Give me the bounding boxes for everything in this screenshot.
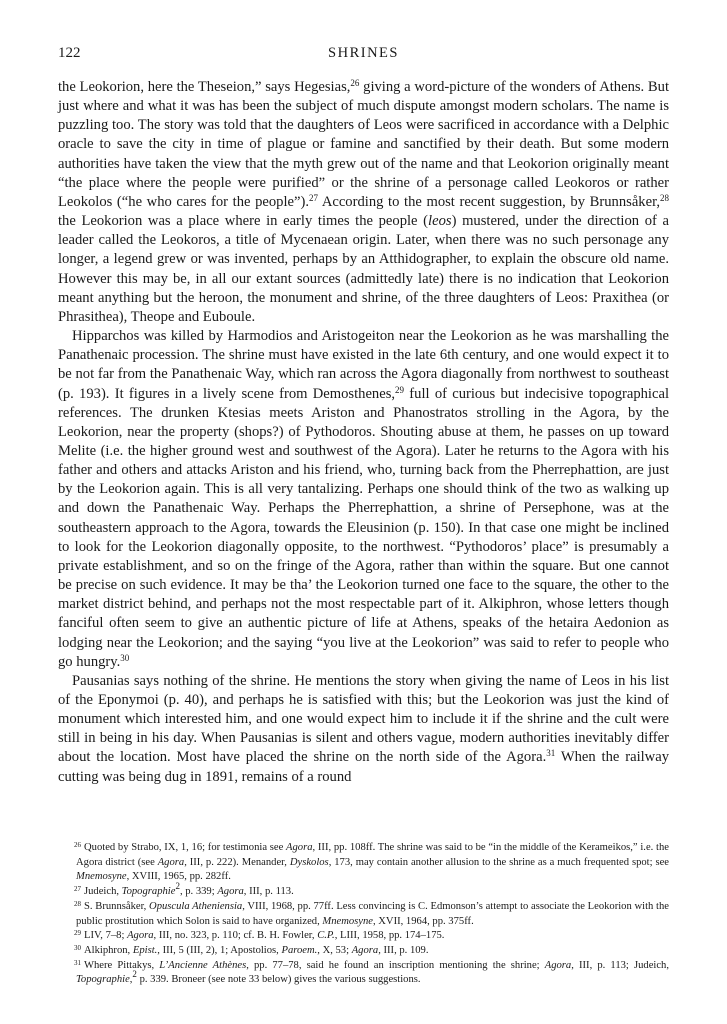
italic-title: leos	[428, 213, 452, 230]
page-header	[58, 45, 669, 65]
italic-title: Agora	[127, 930, 154, 942]
text-run: , III, 5 (III, 2), 1; Apostolios,	[157, 944, 282, 956]
text-run: , 173, may contain another allusion to the shrine as a much frequented spot; see	[328, 856, 669, 868]
paragraph	[58, 327, 669, 672]
text-run: , III, p. 113.	[243, 886, 294, 898]
footnote	[58, 929, 669, 944]
footnote-number: 27	[74, 885, 81, 894]
text-run: Where Pittakys,	[84, 959, 160, 971]
footnote	[58, 881, 669, 900]
footnote-number: 26	[74, 841, 81, 849]
text-run: When the railway cutting was being dug in 1891, remains of a round	[58, 749, 669, 785]
running-head: SHRINES	[328, 45, 399, 61]
italic-title: Mnemosyne	[76, 871, 127, 883]
italic-title: L’Ancienne Athènes	[159, 959, 247, 971]
footnote-reference: 2	[132, 969, 137, 980]
text-run: ,	[129, 974, 133, 986]
footnotes	[58, 841, 669, 988]
text-run: , III, p. 113; Judeich,	[571, 959, 669, 971]
footnote-number: 29	[74, 929, 81, 938]
text-run: S. Brunnsåker,	[84, 900, 150, 912]
text-run: Pausanias says nothing of the shrine. He mentions the story when giving the name of Leos in his list of the Eponymoi (p. 40), and perhaps he is satisfied with this; but the Leokorion was just the kind of monument which interested him, and one would expect him to include it if the shrine and the cult were still in being in his day. When Pausanias is silent and others vague, modern authorities inevitably differ about the location. Most have placed the shrine on the north side of the Agora.	[58, 672, 669, 766]
paragraph	[58, 672, 669, 787]
italic-title: Epist.	[132, 944, 158, 956]
italic-title: Dyskolos	[289, 856, 329, 868]
italic-title: Agora	[286, 842, 313, 853]
italic-title: Topographie	[121, 886, 176, 898]
footnote-reference: 28	[660, 192, 669, 203]
body-text	[58, 78, 669, 787]
italic-title: Topographie	[76, 974, 130, 986]
text-run: the Leokorion, here the Theseion,” says Hegesias,	[58, 79, 351, 95]
text-run: , p. 339;	[179, 886, 218, 898]
text-run: p. 339. Broneer (see note 33 below) gives the various suggestions.	[136, 974, 421, 986]
text-run: , X, 53;	[317, 944, 352, 956]
text-run: , pp. 77–78, said he found an inscription mentioning the shrine;	[246, 959, 545, 971]
footnote	[58, 959, 669, 988]
text-run: , III, pp. 108ff. The shrine was said to be “in the middle of the Kerameikos,” i.e. the Agora district (see	[76, 842, 669, 868]
footnote-reference: 31	[546, 748, 556, 759]
footnote-number: 31	[74, 958, 81, 967]
italic-title: Agora	[157, 856, 185, 868]
footnote-number: 30	[74, 943, 81, 952]
italic-title: C.P.	[317, 930, 335, 942]
text-run: ) mustered, under the direction of a leader called the Leokoros, a title of Mycenaean origin. Later, when there was no such personage any longer, a legend grew or was invented, perhaps by an Atthidographer, to explain the obscure old name. However this may be, in all our extant sources (admittedly late) there is no indication that Leokorion meant anything but the heroon, the monument and shrine, of the three daughters of Leos: Praxithea (or Phrasithea), Theope and Euboule.	[58, 213, 669, 325]
paragraph	[58, 78, 669, 327]
text-run: , XVIII, 1965, pp. 282ff.	[126, 871, 231, 883]
text-run: , LIII, 1958, pp. 174–175.	[334, 930, 445, 942]
text-run: , III, p. 222). Menander,	[184, 856, 290, 868]
page-number: 122	[58, 45, 81, 61]
footnote	[58, 841, 669, 885]
footnote-number: 28	[74, 899, 81, 908]
italic-title: Opuscula Atheniensia	[149, 900, 243, 912]
footnote-reference: 27	[309, 192, 318, 203]
footnote-reference: 26	[350, 78, 360, 88]
text-run: , III, p. 109.	[378, 944, 429, 956]
italic-title: Agora	[351, 944, 379, 956]
text-run: Quoted by Strabo, IX, 1, 16; for testimonia see	[84, 842, 287, 853]
footnote	[58, 900, 669, 929]
footnote-reference: 2	[175, 881, 180, 892]
text-run: the Leokorion was a place where in early times the people (	[58, 213, 429, 230]
text-run: According to the most recent suggestion, by Brunnsåker,	[318, 193, 660, 210]
footnote-reference: 29	[395, 384, 405, 395]
italic-title: Mnemosyne	[322, 915, 373, 927]
text-run: giving a word-picture of the wonders of Athens. But just where and what it was has been the subject of much dispute amongst modern scholars. The name is puzzling too. The story was told that the daughters of Leos were sacrificed in accordance with a Delphic oracle to save the city in time of plague or famine and sanctified by their death. But some modern authorities have taken the view that the myth grew out of the name and that Leokorion originally meant “the place where the people were purified” or the shrine of a personage called Leokoros or rather Leokolos (“he who cares for the people”).	[58, 79, 670, 210]
footnote	[58, 944, 669, 959]
italic-title: Agora	[544, 959, 572, 971]
text-run: LIV, 7–8;	[84, 930, 128, 942]
footnote-reference: 30	[120, 652, 130, 663]
text-run: , III, no. 323, p. 110; cf. B. H. Fowler,	[153, 930, 318, 942]
text-run: Judeich,	[84, 886, 122, 898]
italic-title: Paroem.	[281, 944, 318, 956]
text-run: , VIII, 1968, pp. 77ff. Less convincing is C. Edmonson’s attempt to associate the Leokorion with the public prostitution which Solon is said to have organized,	[76, 900, 669, 927]
italic-title: Agora	[217, 886, 244, 898]
text-run: Alkiphron,	[84, 944, 133, 956]
text-run: full of curious but indecisive topographical references. The drunken Ktesias meets Ariston and Phanostratos strolling in the Agora, by the Leokorion, near the property (shops?) of Pythodoros. Shouting abuse at them, he passes on up toward Melite (i.e. the higher ground west and southwest of the Agora). Later he returns to the Agora with his father and others and attacks Ariston and his friend, who, turning back from the Pherrephattion, are just by the Leokorion again. This is all very tantalizing. Perhaps one should think of the two as walking up and down the Panathenaic Way. Perhaps the Pherrephattion, a shrine of Persephone, was at the southeastern approach to the Agora, towards the Eleusinion (p. 150). In that case one might be inclined to look for the Leokorion diagonally opposite, to the northwest. “Pythodoros’ place” is presumably a private establishment, and so on the fringe of the Agora, rather than within the square. But one cannot be precise on such evidence. It may be tha’ the Leokorion turned one face to the square, the other to the market district behind, and perhaps not the most respectable part of it. Alkiphron, whose letters though fanciful often seem to give an authentic picture of life at Athens, speaks of the hetaira Aedonion as lodging near the Leokorion; and the saying “you live at the Leokorion” was said to refer to people who go hungry.	[58, 385, 669, 670]
text-run: Hipparchos was killed by Harmodios and Aristogeiton near the Leokorion as he was marshalling the Panathenaic procession. The shrine must have existed in the late 6th century, and one would expect it to be not far from the Panathenaic Way, which ran across the Agora diagonally from northwest to southeast (p. 193). It figures in a lively scene from Demosthenes,	[58, 328, 669, 402]
text-run: , XVII, 1964, pp. 375ff.	[372, 915, 474, 927]
